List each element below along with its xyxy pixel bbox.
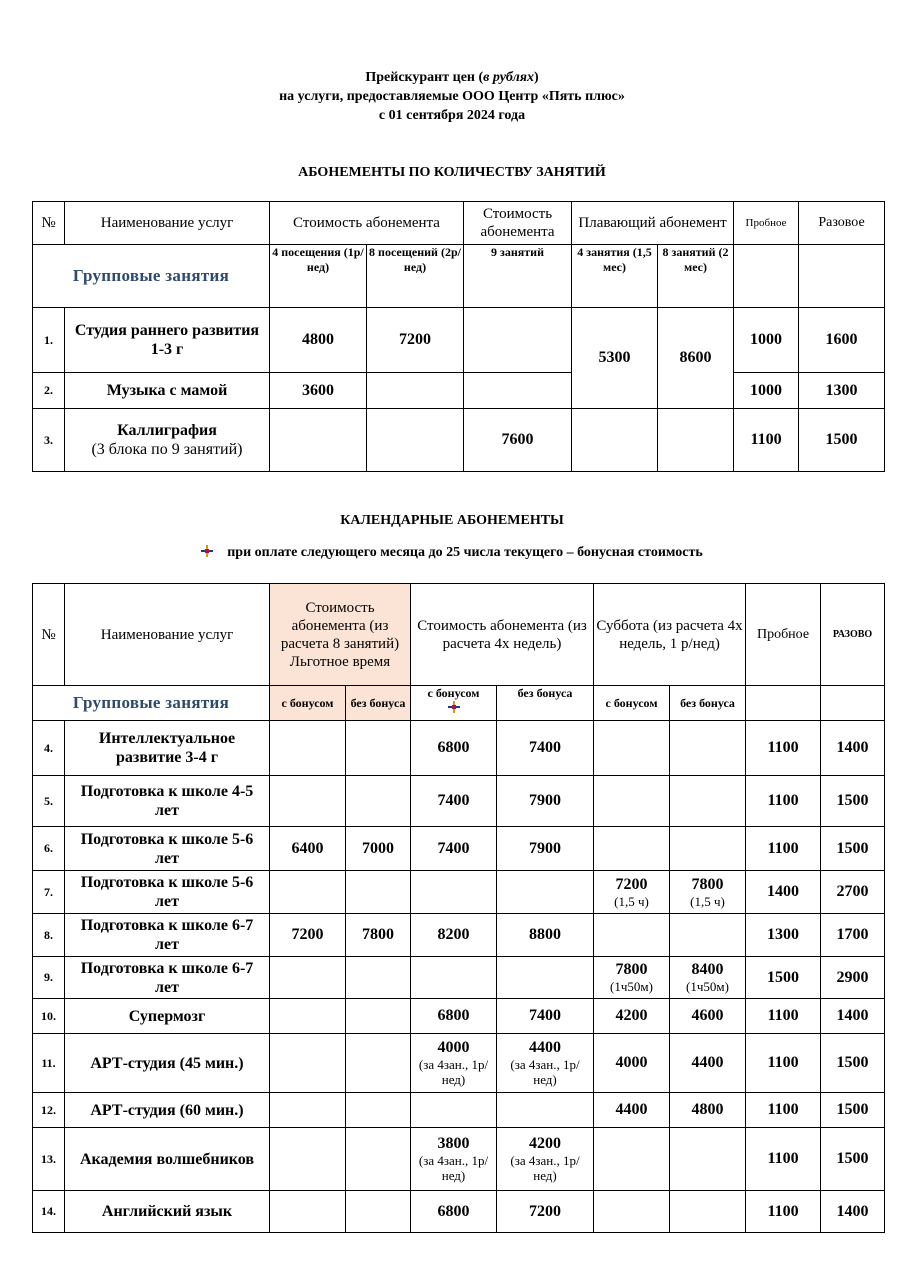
subscription-table — [32, 201, 885, 472]
table-row: 2. Музыка с мамой 3600 1000 1300 — [33, 373, 885, 409]
bullet-icon — [448, 701, 460, 713]
cost-with-bonus: с бонусом — [411, 686, 497, 721]
table-row: 4. Интеллектуальное развитие 3-4 г 6800 7400 1100 1400 — [33, 721, 885, 776]
col-saturday: Суббота (из расчета 4х недель, 1 р/нед) — [594, 584, 746, 686]
col-trial: Пробное — [734, 202, 799, 245]
col-single: РАЗОВО — [821, 584, 885, 686]
table-row: 9. Подготовка к школе 6-7 лет 7800 (1ч50м) 8400 (1ч50м) 1500 2900 — [33, 957, 885, 999]
table-row: 3. Каллиграфия (3 блока по 9 занятий) 7600 1100 1500 — [33, 409, 885, 472]
pref-without-bonus: без бонуса — [346, 686, 411, 721]
table-row: 5. Подготовка к школе 4-5 лет 7400 7900 1100 1500 — [33, 776, 885, 827]
bullet-icon — [201, 545, 213, 557]
col-preferential: Стоимость абонемента (из расчета 8 занятий) Льготное время — [270, 584, 411, 686]
bonus-note: при оплате следующего месяца до 25 числа текущего – бонусная стоимость — [0, 545, 904, 561]
col-no: № — [33, 584, 65, 686]
floating-4-value: 5300 — [572, 308, 658, 409]
group-label: Групповые занятия — [33, 686, 270, 721]
sub-floating-8: 8 занятий (2 мес) — [658, 245, 734, 308]
col-name: Наименование услуг — [65, 202, 270, 245]
col-single: Разовое — [799, 202, 885, 245]
floating-8-value: 8600 — [658, 308, 734, 409]
sub-4-visits: 4 посещения (1р/нед) — [270, 245, 367, 308]
table-row: 13. Академия волшебников 3800 (за 4зан., 1р/нед) 4200 (за 4зан., 1р/нед) 1100 1500 — [33, 1128, 885, 1191]
calendar-table — [32, 583, 885, 1233]
table-row: 8. Подготовка к школе 6-7 лет 7200 7800 8200 8800 1300 1700 — [33, 914, 885, 957]
header-line1: Прейскурант цен (в рублях) — [365, 70, 539, 85]
col-cost4: Стоимость абонемента (из расчета 4х недель) — [411, 584, 594, 686]
header-line3: с 01 сентября 2024 года — [378, 108, 526, 123]
sub-9-lessons: 9 занятий — [464, 245, 572, 308]
section2-title: КАЛЕНДАРНЫЕ АБОНЕМЕНТЫ — [340, 513, 564, 528]
section1-title: АБОНЕМЕНТЫ ПО КОЛИЧЕСТВУ ЗАНЯТИЙ — [298, 165, 606, 180]
col-trial: Пробное — [746, 584, 821, 686]
col-cost9: Стоимость абонемента — [464, 202, 572, 245]
table-row: 11. АРТ-студия (45 мин.) 4000 (за 4зан., 1р/нед) 4400 (за 4зан., 1р/нед) 4000 4400 1100 1500 — [33, 1034, 885, 1093]
group-label: Групповые занятия — [33, 245, 270, 308]
col-floating: Плавающий абонемент — [572, 202, 734, 245]
sub-8-visits: 8 посещений (2р/нед) — [367, 245, 464, 308]
col-name: Наименование услуг — [65, 584, 270, 686]
col-no: № — [33, 202, 65, 245]
cost-without-bonus: без бонуса — [497, 686, 594, 721]
pref-with-bonus: с бонусом — [270, 686, 346, 721]
table-row: 6. Подготовка к школе 5-6 лет 6400 7000 7400 7900 1100 1500 — [33, 827, 885, 871]
table-row: 1. Студия раннего развития 1-3 г 4800 7200 5300 8600 1000 1600 — [33, 308, 885, 373]
header-line2: на услуги, предоставляемые ООО Центр «Пять плюс» — [279, 89, 625, 104]
document-header — [0, 68, 904, 125]
sat-without-bonus: без бонуса — [670, 686, 746, 721]
table-row: 10. Супермозг 6800 7400 4200 4600 1100 1400 — [33, 999, 885, 1034]
table-row: 7. Подготовка к школе 5-6 лет 7200 (1,5 ч) 7800 (1,5 ч) 1400 2700 — [33, 871, 885, 914]
table-row: 14. Английский язык 6800 7200 1100 1400 — [33, 1191, 885, 1233]
table-row: 12. АРТ-студия (60 мин.) 4400 4800 1100 1500 — [33, 1093, 885, 1128]
sub-floating-4: 4 занятия (1,5 мес) — [572, 245, 658, 308]
sat-with-bonus: с бонусом — [594, 686, 670, 721]
col-cost: Стоимость абонемента — [270, 202, 464, 245]
